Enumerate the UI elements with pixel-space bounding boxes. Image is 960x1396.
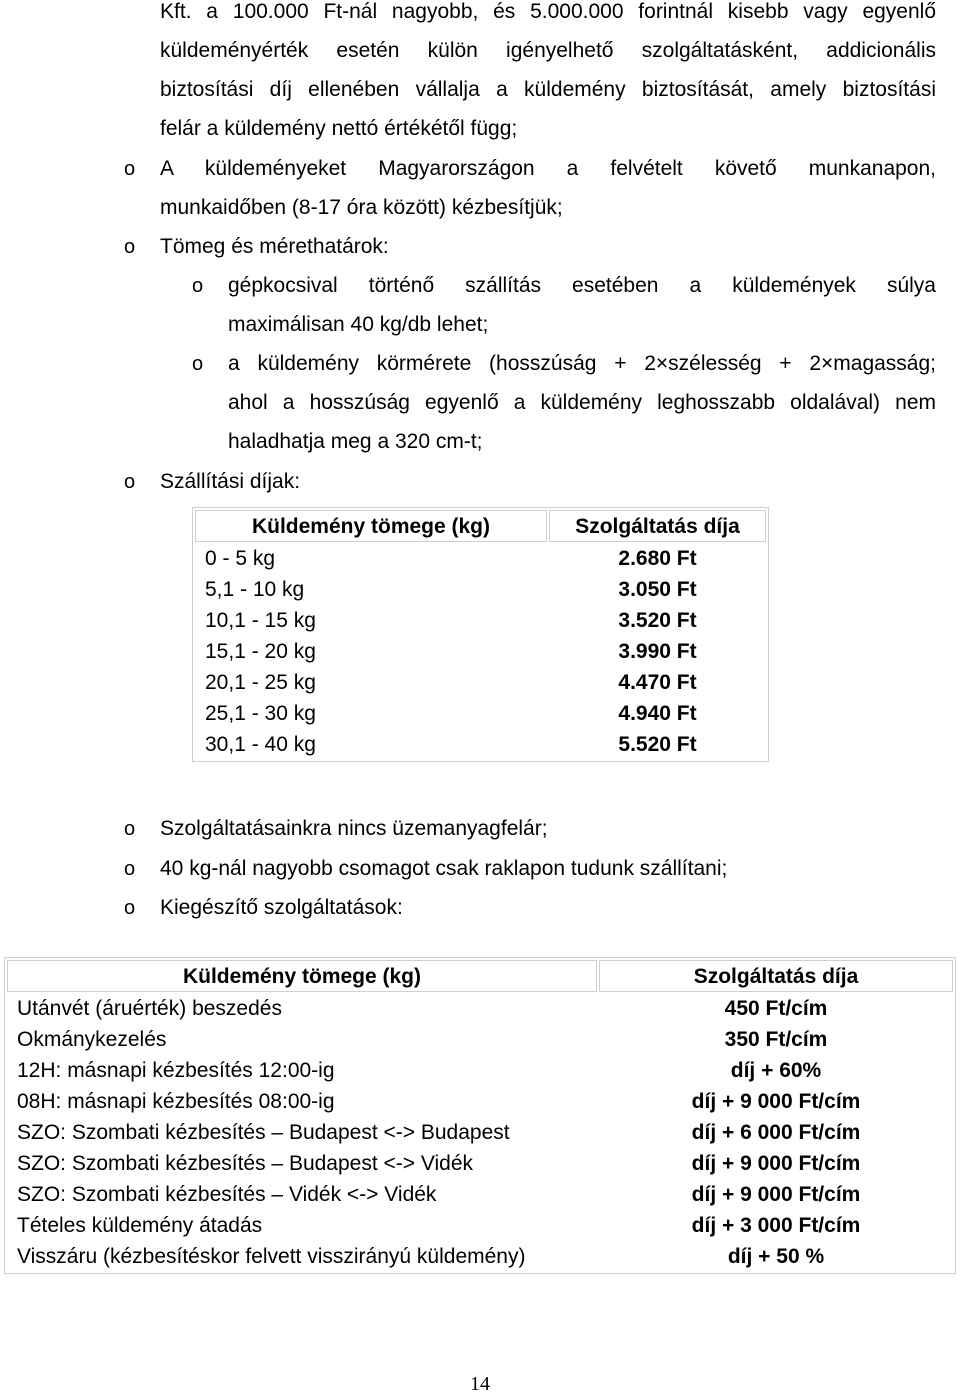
extras-table-header-service: Küldemény tömege (kg) [7, 960, 597, 992]
page-number: 14 [470, 1373, 490, 1395]
table-row [195, 575, 766, 604]
table-row [7, 1025, 953, 1054]
bullet-marker: o [124, 897, 136, 919]
price-cell: 350 Ft/cím [724, 1028, 828, 1051]
price-cell: díj + 60% [730, 1059, 822, 1082]
extras-table-header [7, 960, 953, 992]
paragraph-line-3: biztosítási díj ellenében vállalja a küldemény biztosítását, amely biztosítási [160, 78, 936, 101]
price-cell: díj + 9 000 Ft/cím [691, 1090, 861, 1113]
fee-table-header-price: Szolgáltatás díja [549, 510, 766, 542]
price-cell: 3.520 Ft [618, 609, 697, 632]
delivery-line-2: munkaidőben (8-17 óra között) kézbesítjük; [160, 196, 563, 219]
weight-cell: 10,1 - 15 kg [205, 609, 316, 632]
price-cell: díj + 50 % [727, 1245, 825, 1268]
fee-table-header [195, 510, 766, 542]
table-row [195, 637, 766, 666]
extras-table [4, 957, 956, 1274]
pallet-note: 40 kg-nál nagyobb csomagot csak raklapon tudunk szállítani; [160, 857, 728, 880]
table-row [195, 699, 766, 728]
table-row [195, 668, 766, 697]
table-row [7, 1242, 953, 1271]
sub-bullet-marker: o [192, 275, 204, 297]
price-cell: 450 Ft/cím [724, 997, 828, 1020]
service-cell: 08H: másnapi kézbesítés 08:00-ig [17, 1090, 335, 1113]
limit2-line-2: ahol a hosszúság egyenlő a küldemény leghosszabb oldalával) nem [228, 391, 936, 414]
price-cell: 4.940 Ft [618, 702, 697, 725]
paragraph-line-2: küldeményérték esetén külön igényelhető szolgáltatásként, addicionális [160, 39, 936, 62]
paragraph-line-4: felár a küldemény nettó értékétől függ; [160, 117, 518, 140]
service-cell: SZO: Szombati kézbesítés – Budapest <-> Budapest [17, 1121, 510, 1144]
weight-cell: 20,1 - 25 kg [205, 671, 316, 694]
paragraph-line-1: Kft. a 100.000 Ft-nál nagyobb, és 5.000.000 forintnál kisebb vagy egyenlő [160, 0, 936, 23]
weight-cell: 25,1 - 30 kg [205, 702, 316, 725]
weight-cell: 5,1 - 10 kg [205, 578, 305, 601]
table-row [7, 1118, 953, 1147]
limit1-line-1: gépkocsival történő szállítás esetében a küldemények súlya [228, 274, 936, 297]
price-cell: díj + 6 000 Ft/cím [691, 1121, 861, 1144]
table-row [7, 1149, 953, 1178]
price-cell: 2.680 Ft [618, 547, 697, 570]
table-row [7, 1056, 953, 1085]
limit2-line-1: a küldemény körmérete (hosszúság + 2×szélesség + 2×magasság; [228, 352, 936, 375]
weight-cell: 0 - 5 kg [205, 547, 276, 570]
service-cell: SZO: Szombati kézbesítés – Vidék <-> Vidék [17, 1183, 437, 1206]
fee-table-header-weight: Küldemény tömege (kg) [195, 510, 547, 542]
table-row [195, 606, 766, 635]
table-row [7, 1211, 953, 1240]
table-row [195, 544, 766, 573]
table-row [7, 1087, 953, 1116]
extras-title: Kiegészítő szolgáltatások: [160, 896, 403, 919]
table-row [195, 730, 766, 759]
limit1-line-2: maximálisan 40 kg/db lehet; [228, 313, 489, 336]
table-row [7, 994, 953, 1023]
weight-cell: 15,1 - 20 kg [205, 640, 316, 663]
bullet-marker: o [124, 818, 136, 840]
delivery-line-1: A küldeményeket Magyarországon a felvételt követő munkanapon, [160, 157, 936, 180]
bullet-marker: o [124, 858, 136, 880]
bullet-marker: o [124, 471, 136, 493]
price-cell: díj + 3 000 Ft/cím [691, 1214, 861, 1237]
price-cell: díj + 9 000 Ft/cím [691, 1152, 861, 1175]
price-cell: 3.990 Ft [618, 640, 697, 663]
price-cell: díj + 9 000 Ft/cím [691, 1183, 861, 1206]
fuel-surcharge-note: Szolgáltatásainkra nincs üzemanyagfelár; [160, 817, 548, 840]
limit2-line-3: haladhatja meg a 320 cm-t; [228, 430, 483, 453]
service-cell: SZO: Szombati kézbesítés – Budapest <-> Vidék [17, 1152, 474, 1175]
service-cell: Tételes küldemény átadás [17, 1214, 263, 1237]
service-cell: Okmánykezelés [17, 1028, 167, 1051]
limits-title: Tömeg és mérethatárok: [160, 235, 389, 258]
table-row [7, 1180, 953, 1209]
bullet-marker: o [124, 158, 136, 180]
bullet-marker: o [124, 236, 136, 258]
extras-table-header-price: Szolgáltatás díja [599, 960, 953, 992]
price-cell: 4.470 Ft [618, 671, 697, 694]
fee-table [192, 507, 769, 762]
sub-bullet-marker: o [192, 353, 204, 375]
service-cell: Visszáru (kézbesítéskor felvett visszirányú küldemény) [17, 1245, 526, 1268]
weight-cell: 30,1 - 40 kg [205, 733, 316, 756]
service-cell: 12H: másnapi kézbesítés 12:00-ig [17, 1059, 335, 1082]
service-cell: Utánvét (áruérték) beszedés [17, 997, 282, 1020]
price-cell: 3.050 Ft [618, 578, 697, 601]
price-cell: 5.520 Ft [618, 733, 697, 756]
fees-title: Szállítási díjak: [160, 470, 301, 493]
